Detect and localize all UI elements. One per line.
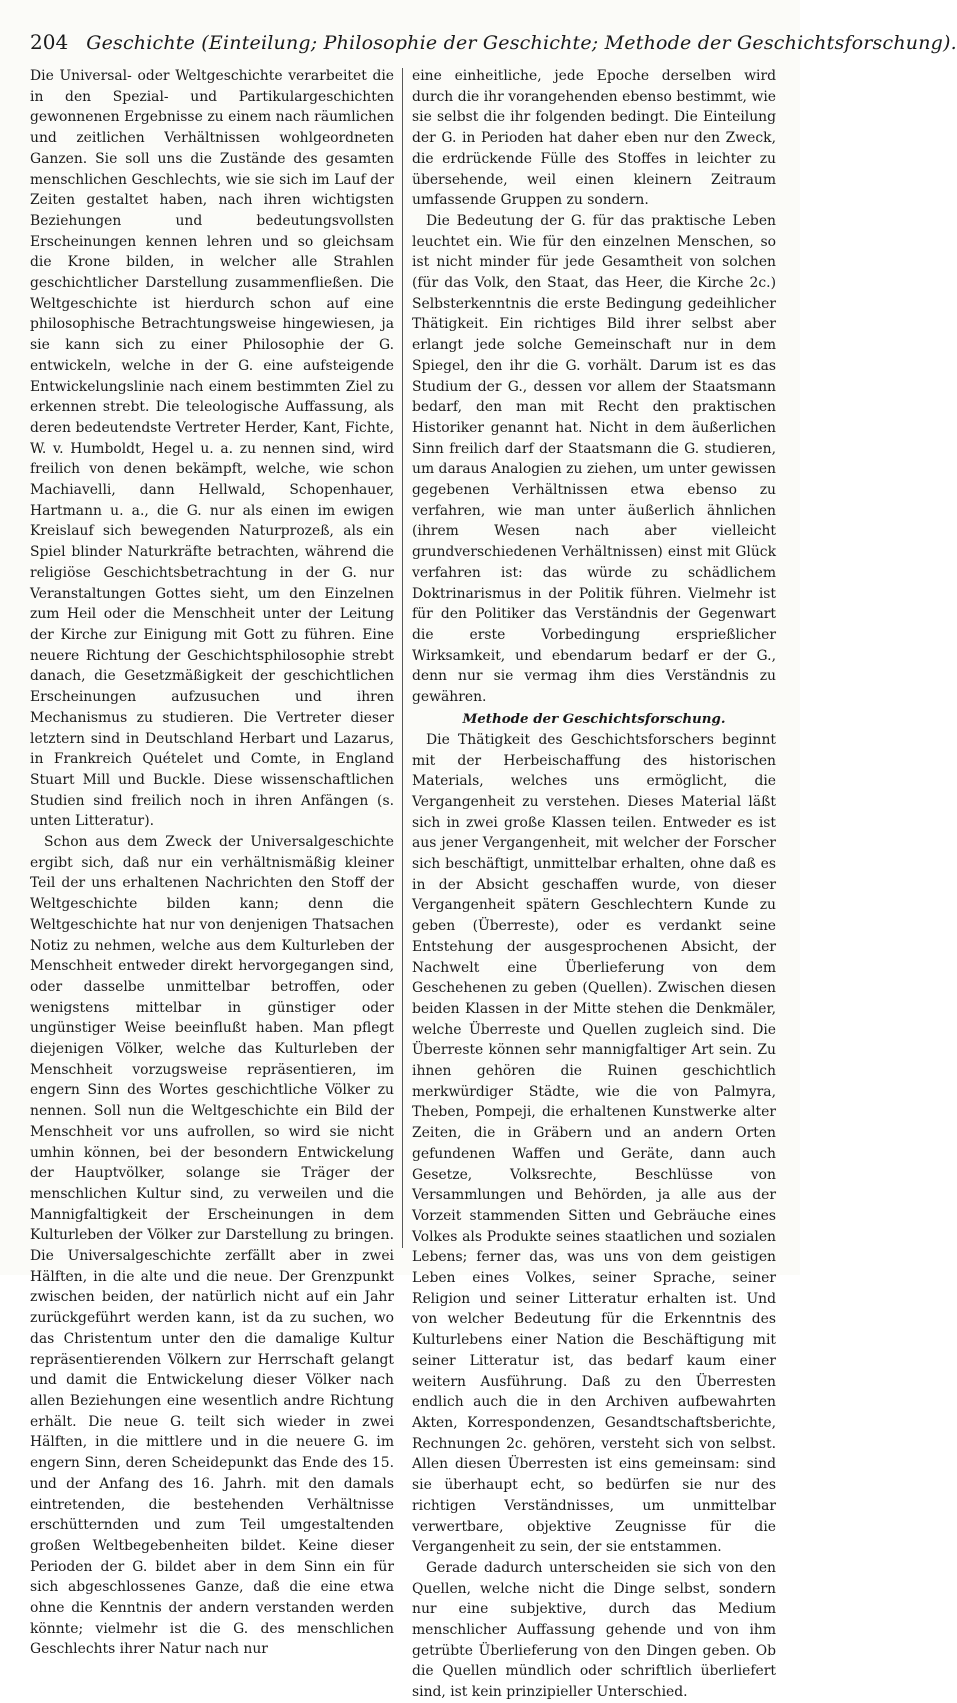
paragraph: Schon aus dem Zweck der Universalgeschichte ergibt sich, daß nur ein verhältnismäßig kleiner Teil der uns erhaltenen Nachrichten den Stoff der Weltgeschichte bilden kann; denn die Weltgeschichte hat nur von denjenigen Thatsachen Notiz zu nehmen, welche aus dem Kulturleben der Menschheit entweder direkt hervorgegangen sind, oder dasselbe unmittelbar betroffen, oder wenigstens mittelbar in günstiger oder ungünstiger Weise beeinflußt haben. Man pflegt diejenigen Völker, welche das Kulturleben der Menschheit vorzugsweise repräsentieren, im engern Sinn des Wortes geschichtliche Völker zu nennen. Soll nun die Weltgeschichte ein Bild der Menschheit vor uns aufrollen, so wird sie nicht umhin können, bei der besondern Entwickelung der Hauptvölker, solange sie Träger der menschlichen Kultur sind, zu verweilen und die Mannigfaltigkeit der Erscheinungen in dem Kulturleben der Völker zur Darstellung zu bringen. Die Universalgeschichte zerfällt aber in zwei Hälften, in die alte und die neue. Der Grenzpunkt zwischen beiden, der natürlich nicht auf ein Jahr zurückgeführt werden kann, ist da zu suchen, wo das Christentum unter den die damalige Kultur repräsentierenden Völkern zur Herrschaft gelangt und damit die Entwickelung dieser Völker nach allen Beziehungen eine wesentlich andre Richtung erhält. Die neue G. teilt sich wieder in zwei Hälften, in die mittlere und in die neuere G. im engern Sinn, deren Scheidepunkt das Ende des 15. und der Anfang des 16. Jahrh. mit den damals eintretenden, die bestehenden Verhältnisse erschütternden und zum Teil umgestaltenden großen Weltbegebenheiten bildet. Keine dieser Perioden der G. bildet aber in dem Sinn ein für sich abgeschlossenes Ganze, daß die eine etwa ohne die Kenntnis der andern verstanden werden könnte; vielmehr ist die G. des menschlichen Geschlechts ihrer Natur nach nur [30, 834, 394, 1658]
paragraph: eine einheitliche, jede Epoche derselben wird durch die ihr vorangehenden ebenso bestimmt, wie sie selbst die ihr folgenden bedingt. Die Einteilung der G. in Perioden hat daher eben nur den Zweck, die erdrückende Fülle des Stoffes in leichter zu übersehende, weil einen kleinern Zeitraum umfassende Gruppen zu sondern. [412, 68, 776, 209]
section-heading: Methode der Geschichtsforschung. [462, 710, 726, 727]
page-number: 204 [30, 30, 69, 54]
column-divider [402, 68, 403, 1248]
running-head [30, 30, 957, 58]
right-column [412, 66, 776, 1701]
paragraph: Gerade dadurch unterscheiden sie sich von den Quellen, welche nicht die Dinge selbst, sondern nur eine subjektive, durch das Medium menschlicher Auffassung gehende und von ihm getrübte Überlieferung von den Dingen geben. Ob die Quellen mündlich oder schriftlich überliefert sind, ist kein prinzipieller Unterschied. [412, 1559, 776, 1701]
running-title: Geschichte (Einteilung; Philosophie der Geschichte; Methode der Geschichtsforschung). [86, 32, 957, 54]
paragraph: Die Universal- oder Weltgeschichte verarbeitet die in den Spezial- und Partikulargeschichten gewonnenen Ergebnisse zu einem nach räumlichen und zeitlichen Verhältnissen wohlgeordneten Ganzen. Sie soll uns die Zustände des gesamten menschlichen Geschlechts, wie sie sich im Lauf der Zeiten gestaltet haben, nach ihren wichtigsten Beziehungen und bedeutungsvollsten Erscheinungen kennen lehren und so gleichsam die Krone bilden, in welcher alle Strahlen geschichtlicher Darstellung zusammenfließen. Die Weltgeschichte ist hierdurch schon auf eine philosophische Betrachtungsweise hingewiesen, ja sie kann sich zu einer Philosophie der G. entwickeln, welche in der G. eine aufsteigende Entwickelungslinie nach einem bestimmten Ziel zu erkennen strebt. Die teleologische Auffassung, als deren bedeutendste Vertreter Herder, Kant, Fichte, W. v. Humboldt, Hegel u. a. zu nennen sind, wird freilich von denen bekämpft, welche, wie schon Machiavelli, dann Hellwald, Schopenhauer, Hartmann u. a., die G. nur als einen im ewigen Kreislauf sich bewegenden Naturprozeß, als ein Spiel blinder Naturkräfte betrachten, während die religiöse Geschichtsbetrachtung in der G. nur Veranstaltungen Gottes sieht, um den Einzelnen zum Heil oder die Menschheit unter der Leitung der Kirche zur Einigung mit Gott zu führen. Eine neuere Richtung der Geschichtsphilosophie strebt danach, die Gesetzmäßigkeit der geschichtlichen Erscheinungen aufzusuchen und ihren Mechanismus zu studieren. Die Vertreter dieser letztern sind in Deutschland Herbart und Lazarus, in Frankreich Quételet und Comte, in England Stuart Mill und Buckle. Diese wissenschaftlichen Studien sind freilich noch in ihren Anfängen (s. unten Litteratur). [30, 68, 394, 830]
paragraph: Die Thätigkeit des Geschichtsforschers beginnt mit der Herbeischaffung des historischen Materials, welches uns ermöglicht, die Vergangenheit zu verstehen. Dieses Material läßt sich in zwei große Klassen teilen. Entweder es ist aus jener Vergangenheit, mit welcher der Forscher sich beschäftigt, unmittelbar erhalten, ohne daß es in der Absicht geschaffen wurde, von dieser Vergangenheit spätern Geschlechtern Kunde zu geben (Überreste), oder es verdankt seine Entstehung der ausgesprochenen Absicht, der Nachwelt eine Überlieferung von dem Geschehenen zu geben (Quellen). Zwischen diesen beiden Klassen in der Mitte stehen die Denkmäler, welche Überreste und Quellen zugleich sind. Die Überreste können sehr mannigfaltiger Art sein. Zu ihnen gehören die Ruinen geschichtlich merkwürdiger Städte, wie die von Palmyra, Theben, Pompeji, die erhaltenen Kunstwerke alter Zeiten, die in Gräbern und an andern Orten gefundenen Waffen und Geräte, dann auch Gesetze, Volksrechte, Beschlüsse von Versammlungen und Behörden, ja alle aus der Vorzeit stammenden Sitten und Gebräuche eines Volkes als Produkte seines staatlichen und sozialen Lebens; ferner das, was uns von dem geistigen Leben eines Volkes, seiner Sprache, seiner Religion und seiner Litteratur erhalten ist. Und von welcher Bedeutung für die Erkenntnis des Kulturlebens einer Nation die Beschäftigung mit seiner Litteratur ist, das bedarf kaum einer weitern Ausführung. Daß zu den Überresten endlich auch die in den Archiven aufbewahrten Akten, Korrespondenzen, Gesandtschaftsberichte, Rechnungen 2c. gehören, versteht sich von selbst. Allen diesen Überresten ist eins gemeinsam: sind sie überhaupt echt, so bedürfen sie nur des richtigen Verständnisses, um unmittelbar verwertbare, objektive Zeugnisse für die Vergangenheit zu sein, der sie entstammen. [412, 731, 776, 1556]
paragraph: Die Bedeutung der G. für das praktische Leben leuchtet ein. Wie für den einzelnen Menschen, so ist nicht minder für jede Gesamtheit von solchen (für das Volk, den Staat, das Heer, die Kirche 2c.) Selbsterkenntnis die erste Bedingung gedeihlicher Thätigkeit. Ein richtiges Bild ihrer selbst aber erlangt jede solche Gemeinschaft nur in dem Spiegel, den ihr die G. vorhält. Darum ist es das Studium der G., dessen vor allem der Staatsmann bedarf, den man mit Recht den praktischen Historiker genannt hat. Nicht in dem äußerlichen Sinn freilich darf der Staatsmann die G. studieren, um daraus Analogien zu ziehen, um unter gewissen gegebenen Verhältnissen etwa ebenso zu verfahren, wie man unter äußerlich ähnlichen (ihrem Wesen nach aber vielleicht grundverschiedenen Verhältnissen) einst mit Glück verfahren ist: das würde zu schädlichem Doktrinarismus in der Politik führen. Vielmehr ist für den Politiker das Verständnis der Gegenwart die erste Vorbedingung ersprießlicher Wirksamkeit, und ebendarum bedarf er der G., denn nur sie vermag ihm dies Verständnis zu gewähren. [412, 212, 776, 706]
left-column [30, 66, 394, 1658]
